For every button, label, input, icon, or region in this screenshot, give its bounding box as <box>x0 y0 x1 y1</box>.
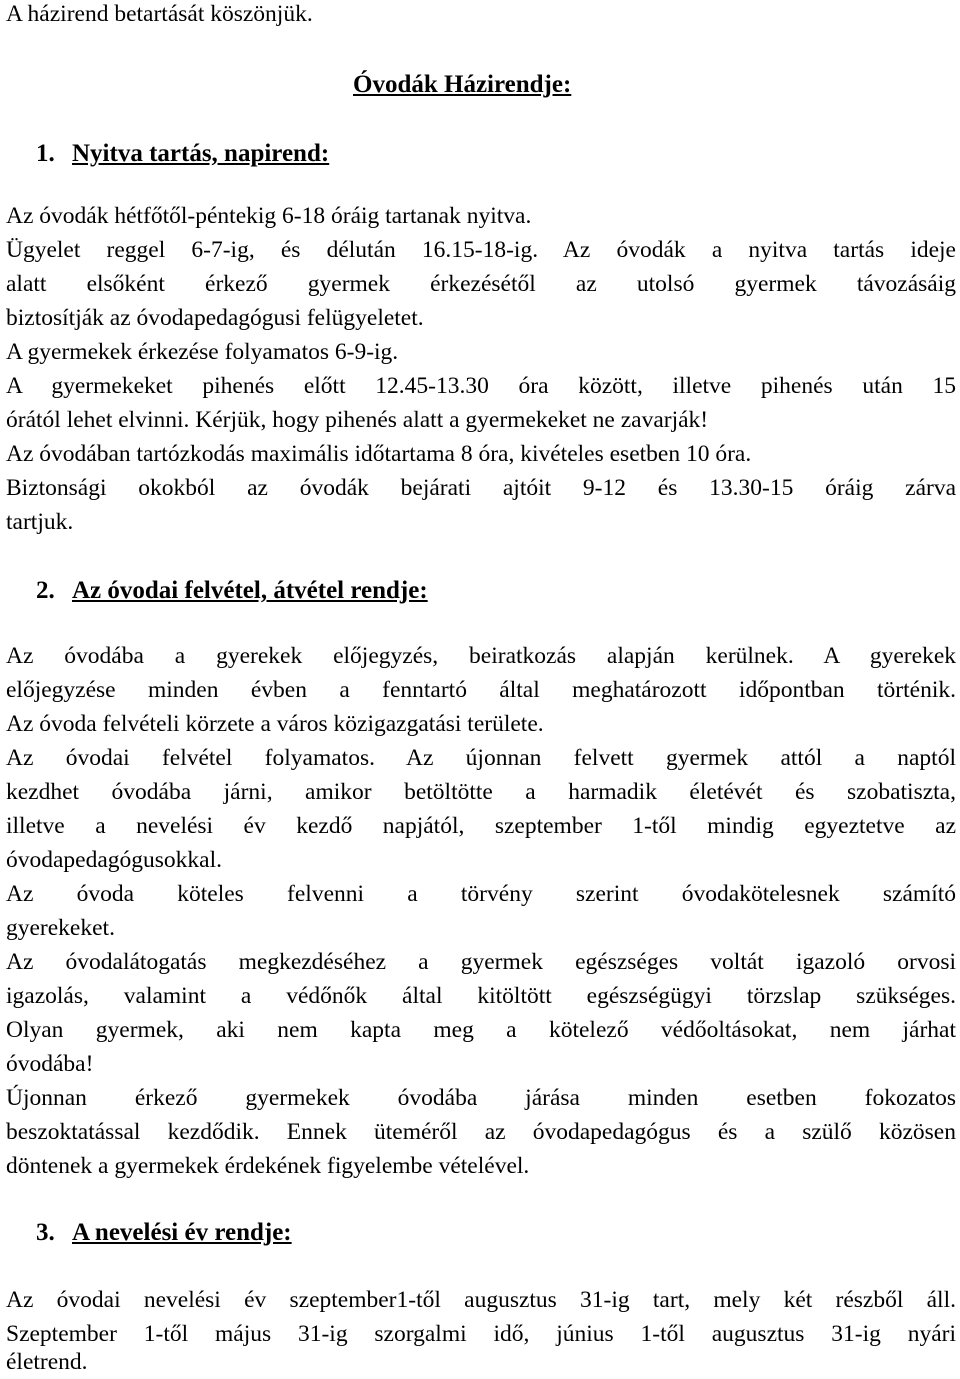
section-title: Nyitva tartás, napirend: <box>72 140 330 167</box>
paragraph-line: alatt elsőként érkező gyermek érkezésétől az utolsó gyermek távozásáig <box>6 271 956 297</box>
paragraph-line: biztosítják az óvodapedagógusi felügyeletet. <box>6 305 424 331</box>
document-title: Óvodák Házirendje: <box>353 71 572 98</box>
paragraph-line: Az óvodai nevelési év szeptember1-től augusztus 31-ig tart, mely két részből áll. <box>6 1287 956 1313</box>
paragraph-line: Szeptember 1-től május 31-ig szorgalmi idő, június 1-től augusztus 31-ig nyári <box>6 1321 956 1347</box>
section-number: 3. <box>36 1219 55 1246</box>
paragraph-line: Biztonsági okokból az óvodák bejárati ajtóit 9-12 és 13.30-15 óráig zárva <box>6 475 956 501</box>
paragraph-line: Újonnan érkező gyermekek óvodába járása minden esetben fokozatos <box>6 1085 956 1111</box>
paragraph-line: Az óvodába a gyerekek előjegyzés, beiratkozás alapján kerülnek. A gyerekek <box>6 643 956 669</box>
paragraph-line: Az óvoda köteles felvenni a törvény szerint óvodakötelesnek számító <box>6 881 956 907</box>
paragraph-line: tartjuk. <box>6 509 74 535</box>
paragraph-line: Az óvodák hétfőtől-péntekig 6-18 óráig tartanak nyitva. <box>6 203 532 229</box>
paragraph-line: óvodapedagógusokkal. <box>6 847 223 873</box>
section-title: A nevelési év rendje: <box>72 1219 292 1246</box>
closing-line: A házirend betartását köszönjük. <box>6 1 313 27</box>
paragraph-line: beszoktatással kezdődik. Ennek üteméről az óvodapedagógus és a szülő közösen <box>6 1119 956 1145</box>
paragraph-line: döntenek a gyermekek érdekének figyelembe vételével. <box>6 1153 530 1179</box>
paragraph-line: A gyermekeket pihenés előtt 12.45-13.30 óra között, illetve pihenés után 15 <box>6 373 956 399</box>
section-number: 1. <box>36 140 55 167</box>
paragraph-line: órától lehet elvinni. Kérjük, hogy pihenés alatt a gyermekeket ne zavarják! <box>6 407 709 433</box>
paragraph-line: kezdhet óvodába járni, amikor betöltötte a harmadik életévét és szobatiszta, <box>6 779 956 805</box>
paragraph-line: A gyermekek érkezése folyamatos 6-9-ig. <box>6 339 399 365</box>
paragraph-line: gyerekeket. <box>6 915 115 941</box>
paragraph-line: igazolás, valamint a védőnők által kitöltött egészségügyi törzslap szükséges. <box>6 983 956 1009</box>
paragraph-line: Az óvodában tartózkodás maximális időtartama 8 óra, kivételes esetben 10 óra. <box>6 441 752 467</box>
paragraph-line: Az óvodalátogatás megkezdéséhez a gyermek egészséges voltát igazoló orvosi <box>6 949 956 975</box>
section-title: Az óvodai felvétel, átvétel rendje: <box>72 577 428 604</box>
paragraph-line: életrend. <box>6 1349 88 1375</box>
paragraph-line: előjegyzése minden évben a fenntartó által meghatározott időpontban történik. <box>6 677 956 703</box>
paragraph-line: Az óvodai felvétel folyamatos. Az újonnan felvett gyermek attól a naptól <box>6 745 956 771</box>
paragraph-line: óvodába! <box>6 1051 94 1077</box>
paragraph-line: Az óvoda felvételi körzete a város közigazgatási területe. <box>6 711 544 737</box>
paragraph-line: illetve a nevelési év kezdő napjától, szeptember 1-től mindig egyeztetve az <box>6 813 956 839</box>
paragraph-line: Ügyelet reggel 6-7-ig, és délután 16.15-18-ig. Az óvodák a nyitva tartás ideje <box>6 237 956 263</box>
paragraph-line: Olyan gyermek, aki nem kapta meg a kötelező védőoltásokat, nem járhat <box>6 1017 956 1043</box>
section-number: 2. <box>36 577 55 604</box>
